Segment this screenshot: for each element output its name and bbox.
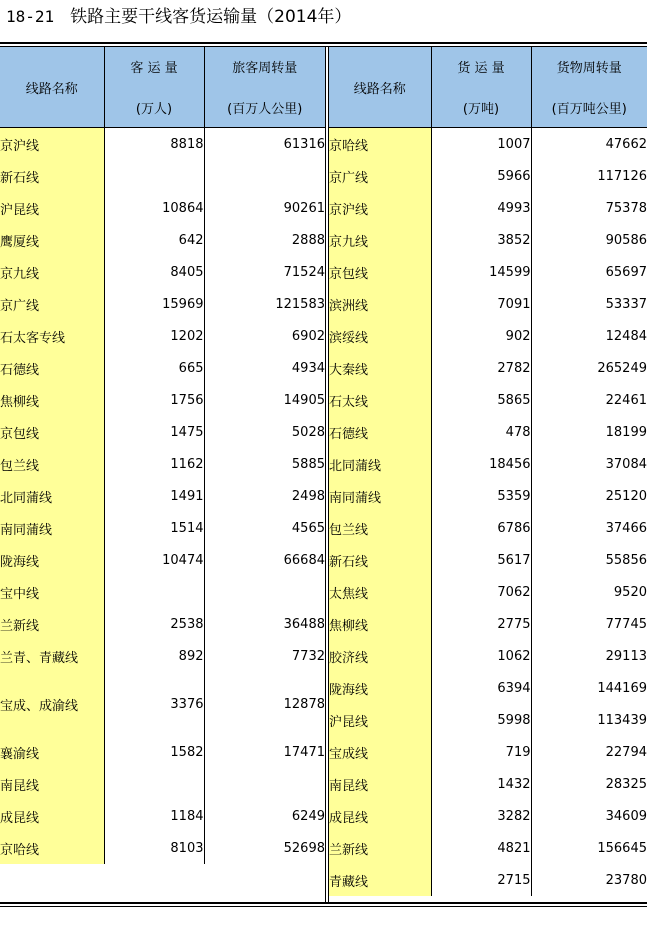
freight-cell-volume: 2775 (497, 616, 531, 632)
freight-cell-volume: 3282 (497, 808, 531, 824)
freight-header-name: 线路名称 (329, 47, 431, 128)
freight-cell-name: 包兰线 (329, 512, 431, 544)
passenger-header-turnover (204, 47, 325, 128)
passenger-cell-turnover: 36488 (204, 608, 325, 640)
freight-cell-volume: 7062 (497, 584, 531, 600)
passenger-cell-volume: 8818 (170, 136, 204, 152)
passenger-cell-turnover: 90261 (204, 192, 325, 224)
freight-cell-volume: 5865 (497, 392, 531, 408)
table-row (329, 832, 647, 864)
freight-cell-name: 焦柳线 (329, 608, 431, 640)
passenger-cell-name: 鹰厦线 (0, 224, 104, 256)
passenger-cell-volume: 15969 (162, 296, 204, 312)
freight-cell-name: 新石线 (329, 544, 431, 576)
passenger-cell-name: 成昆线 (0, 800, 104, 832)
freight-cell-volume: 7091 (497, 296, 531, 312)
table-row (329, 352, 647, 384)
freight-cell-volume: 5359 (497, 488, 531, 504)
passenger-cell-name: 宝中线 (0, 576, 104, 608)
freight-cell-volume: 478 (505, 424, 531, 440)
passenger-cell-turnover (204, 160, 325, 192)
freight-cell-turnover: 144169 (531, 672, 647, 704)
passenger-cell-turnover: 2888 (204, 224, 325, 256)
freight-cell-name: 胶济线 (329, 640, 431, 672)
freight-cell-turnover: 22794 (531, 736, 647, 768)
passenger-cell-volume: 10474 (162, 552, 204, 568)
table-row (329, 480, 647, 512)
freight-cell-name: 京九线 (329, 224, 431, 256)
passenger-cell-name: 石太客专线 (0, 320, 104, 352)
freight-cell-volume: 1432 (497, 776, 531, 792)
passenger-cell-volume: 1162 (170, 456, 204, 472)
freight-volume-unit: (万吨) (462, 102, 500, 117)
freight-cell-turnover: 18199 (531, 416, 647, 448)
table-row (329, 512, 647, 544)
freight-cell-name: 京沪线 (329, 192, 431, 224)
passenger-cell-turnover: 5028 (204, 416, 325, 448)
passenger-cell-turnover: 6249 (204, 800, 325, 832)
freight-cell-name: 沪昆线 (329, 704, 431, 736)
freight-cell-volume: 5617 (497, 552, 531, 568)
passenger-cell-turnover: 52698 (204, 832, 325, 864)
freight-cell-turnover: 90586 (531, 224, 647, 256)
passenger-cell-name: 襄渝线 (0, 736, 104, 768)
freight-table (329, 47, 647, 896)
table-row (0, 800, 325, 832)
passenger-cell-turnover: 61316 (204, 128, 325, 161)
table-row (0, 736, 325, 768)
table-row (329, 384, 647, 416)
freight-cell-name: 北同蒲线 (329, 448, 431, 480)
freight-cell-volume: 2782 (497, 360, 531, 376)
passenger-cell-volume: 3376 (170, 696, 204, 712)
passenger-cell-name: 焦柳线 (0, 384, 104, 416)
passenger-table (0, 47, 325, 864)
freight-cell-turnover: 37084 (531, 448, 647, 480)
passenger-cell-volume: 1514 (170, 520, 204, 536)
freight-cell-name: 京哈线 (329, 128, 431, 161)
passenger-cell-name: 南昆线 (0, 768, 104, 800)
freight-cell-volume: 4821 (497, 840, 531, 856)
freight-cell-turnover: 55856 (531, 544, 647, 576)
table-row (329, 672, 647, 704)
table-row (329, 544, 647, 576)
passenger-cell-volume: 8103 (170, 840, 204, 856)
freight-cell-name: 青藏线 (329, 864, 431, 896)
passenger-cell-volume: 642 (178, 232, 204, 248)
freight-cell-name: 滨洲线 (329, 288, 431, 320)
passenger-cell-turnover: 5885 (204, 448, 325, 480)
freight-cell-volume: 6786 (497, 520, 531, 536)
table-title: 铁路主要干线客货运输量（2014年） (70, 7, 352, 27)
freight-cell-turnover: 47662 (531, 128, 647, 161)
freight-cell-volume: 2715 (497, 872, 531, 888)
passenger-cell-turnover: 121583 (204, 288, 325, 320)
freight-header-volume (431, 47, 531, 128)
freight-volume-label: 货 运 量 (457, 61, 505, 76)
passenger-cell-name: 新石线 (0, 160, 104, 192)
freight-cell-name: 宝成线 (329, 736, 431, 768)
table-row (0, 224, 325, 256)
bottom-rule-thin (0, 906, 647, 907)
passenger-turnover-unit: (百万人公里) (227, 102, 303, 117)
table-row (0, 160, 325, 192)
freight-cell-turnover: 28325 (531, 768, 647, 800)
table-row (329, 448, 647, 480)
freight-header-turnover (531, 47, 647, 128)
passenger-cell-volume: 892 (178, 648, 204, 664)
passenger-cell-turnover (204, 576, 325, 608)
table-row (329, 736, 647, 768)
freight-cell-turnover: 9520 (531, 576, 647, 608)
table-row (0, 512, 325, 544)
passenger-volume-label: 客 运 量 (130, 61, 178, 76)
passenger-cell-turnover: 2498 (204, 480, 325, 512)
table-row (329, 608, 647, 640)
table-row (0, 192, 325, 224)
passenger-cell-name: 京九线 (0, 256, 104, 288)
freight-cell-name: 大秦线 (329, 352, 431, 384)
passenger-cell-turnover: 4565 (204, 512, 325, 544)
table-row (329, 800, 647, 832)
freight-turnover-unit: (百万吨公里) (551, 102, 627, 117)
freight-cell-volume: 14599 (489, 264, 531, 280)
table-row (0, 384, 325, 416)
freight-cell-turnover: 53337 (531, 288, 647, 320)
freight-cell-volume: 18456 (489, 456, 531, 472)
passenger-cell-name: 包兰线 (0, 448, 104, 480)
passenger-cell-volume (104, 160, 204, 192)
passenger-cell-turnover (204, 768, 325, 800)
passenger-cell-name: 南同蒲线 (0, 512, 104, 544)
table-row (329, 768, 647, 800)
passenger-cell-volume: 1756 (170, 392, 204, 408)
top-rule (0, 42, 647, 44)
table-row (0, 416, 325, 448)
freight-cell-volume: 1062 (497, 648, 531, 664)
passenger-cell-name: 宝成、成渝线 (0, 672, 104, 736)
freight-cell-name: 石德线 (329, 416, 431, 448)
freight-cell-volume: 3852 (497, 232, 531, 248)
passenger-cell-turnover: 66684 (204, 544, 325, 576)
table-row (329, 416, 647, 448)
passenger-cell-name: 石德线 (0, 352, 104, 384)
freight-cell-name: 陇海线 (329, 672, 431, 704)
passenger-cell-name: 京哈线 (0, 832, 104, 864)
freight-cell-name: 石太线 (329, 384, 431, 416)
freight-cell-turnover: 12484 (531, 320, 647, 352)
freight-cell-turnover: 113439 (531, 704, 647, 736)
passenger-cell-turnover: 6902 (204, 320, 325, 352)
passenger-cell-turnover: 17471 (204, 736, 325, 768)
table-row (329, 160, 647, 192)
passenger-cell-volume: 665 (178, 360, 204, 376)
table-row (0, 608, 325, 640)
table-row (0, 544, 325, 576)
freight-cell-turnover: 29113 (531, 640, 647, 672)
passenger-cell-volume: 1184 (170, 808, 204, 824)
passenger-cell-name: 兰新线 (0, 608, 104, 640)
freight-cell-name: 滨绥线 (329, 320, 431, 352)
passenger-cell-volume: 10864 (162, 200, 204, 216)
table-row (329, 320, 647, 352)
page-title (6, 4, 351, 30)
freight-cell-volume: 902 (505, 328, 531, 344)
freight-cell-turnover: 23780 (531, 864, 647, 896)
passenger-cell-volume: 1202 (170, 328, 204, 344)
table-row (0, 288, 325, 320)
passenger-cell-volume (104, 768, 204, 800)
freight-cell-turnover: 77745 (531, 608, 647, 640)
passenger-cell-volume: 1582 (170, 744, 204, 760)
table-row (0, 352, 325, 384)
table-row (329, 256, 647, 288)
freight-cell-turnover: 117126 (531, 160, 647, 192)
table-row (329, 288, 647, 320)
table-row (0, 768, 325, 800)
freight-cell-turnover: 25120 (531, 480, 647, 512)
table-row (0, 448, 325, 480)
freight-cell-name: 南昆线 (329, 768, 431, 800)
table-row (0, 320, 325, 352)
passenger-cell-name: 陇海线 (0, 544, 104, 576)
passenger-cell-name: 北同蒲线 (0, 480, 104, 512)
passenger-cell-name: 京沪线 (0, 128, 104, 161)
freight-cell-name: 兰新线 (329, 832, 431, 864)
passenger-cell-volume (104, 576, 204, 608)
freight-cell-name: 京包线 (329, 256, 431, 288)
passenger-cell-volume: 1475 (170, 424, 204, 440)
table-row (329, 640, 647, 672)
freight-cell-name: 成昆线 (329, 800, 431, 832)
freight-cell-turnover: 22461 (531, 384, 647, 416)
passenger-cell-name: 兰青、青藏线 (0, 640, 104, 672)
freight-cell-volume: 719 (505, 744, 531, 760)
table-row (0, 256, 325, 288)
table-row (329, 704, 647, 736)
passenger-turnover-label: 旅客周转量 (232, 61, 298, 76)
freight-cell-volume: 4993 (497, 200, 531, 216)
freight-cell-name: 京广线 (329, 160, 431, 192)
passenger-volume-unit: (万人) (135, 102, 173, 117)
table-row (329, 128, 647, 161)
passenger-cell-volume: 2538 (170, 616, 204, 632)
passenger-cell-turnover: 12878 (204, 672, 325, 736)
freight-cell-volume: 5966 (497, 168, 531, 184)
freight-cell-turnover: 265249 (531, 352, 647, 384)
freight-cell-name: 太焦线 (329, 576, 431, 608)
freight-turnover-label: 货物周转量 (556, 61, 622, 76)
table-row (329, 192, 647, 224)
table-number: 18-21 (6, 7, 55, 26)
passenger-cell-turnover: 71524 (204, 256, 325, 288)
table-row (0, 576, 325, 608)
table-row (0, 128, 325, 161)
passenger-cell-name: 京广线 (0, 288, 104, 320)
freight-cell-volume: 1007 (497, 136, 531, 152)
table-row (329, 224, 647, 256)
passenger-cell-turnover: 7732 (204, 640, 325, 672)
freight-cell-name: 南同蒲线 (329, 480, 431, 512)
freight-cell-turnover: 75378 (531, 192, 647, 224)
freight-cell-turnover: 156645 (531, 832, 647, 864)
freight-cell-volume: 6394 (497, 680, 531, 696)
bottom-rule (0, 902, 647, 904)
passenger-cell-turnover: 4934 (204, 352, 325, 384)
freight-cell-turnover: 37466 (531, 512, 647, 544)
table-row (0, 640, 325, 672)
freight-cell-turnover: 65697 (531, 256, 647, 288)
freight-cell-volume: 5998 (497, 712, 531, 728)
table-row (329, 576, 647, 608)
passenger-header-volume (104, 47, 204, 128)
passenger-header-name: 线路名称 (0, 47, 104, 128)
passenger-cell-name: 沪昆线 (0, 192, 104, 224)
table-row (0, 480, 325, 512)
freight-cell-turnover: 34609 (531, 800, 647, 832)
passenger-cell-turnover: 14905 (204, 384, 325, 416)
passenger-cell-volume: 8405 (170, 264, 204, 280)
passenger-cell-volume: 1491 (170, 488, 204, 504)
table-row (329, 864, 647, 896)
table-row (0, 832, 325, 864)
passenger-cell-name: 京包线 (0, 416, 104, 448)
